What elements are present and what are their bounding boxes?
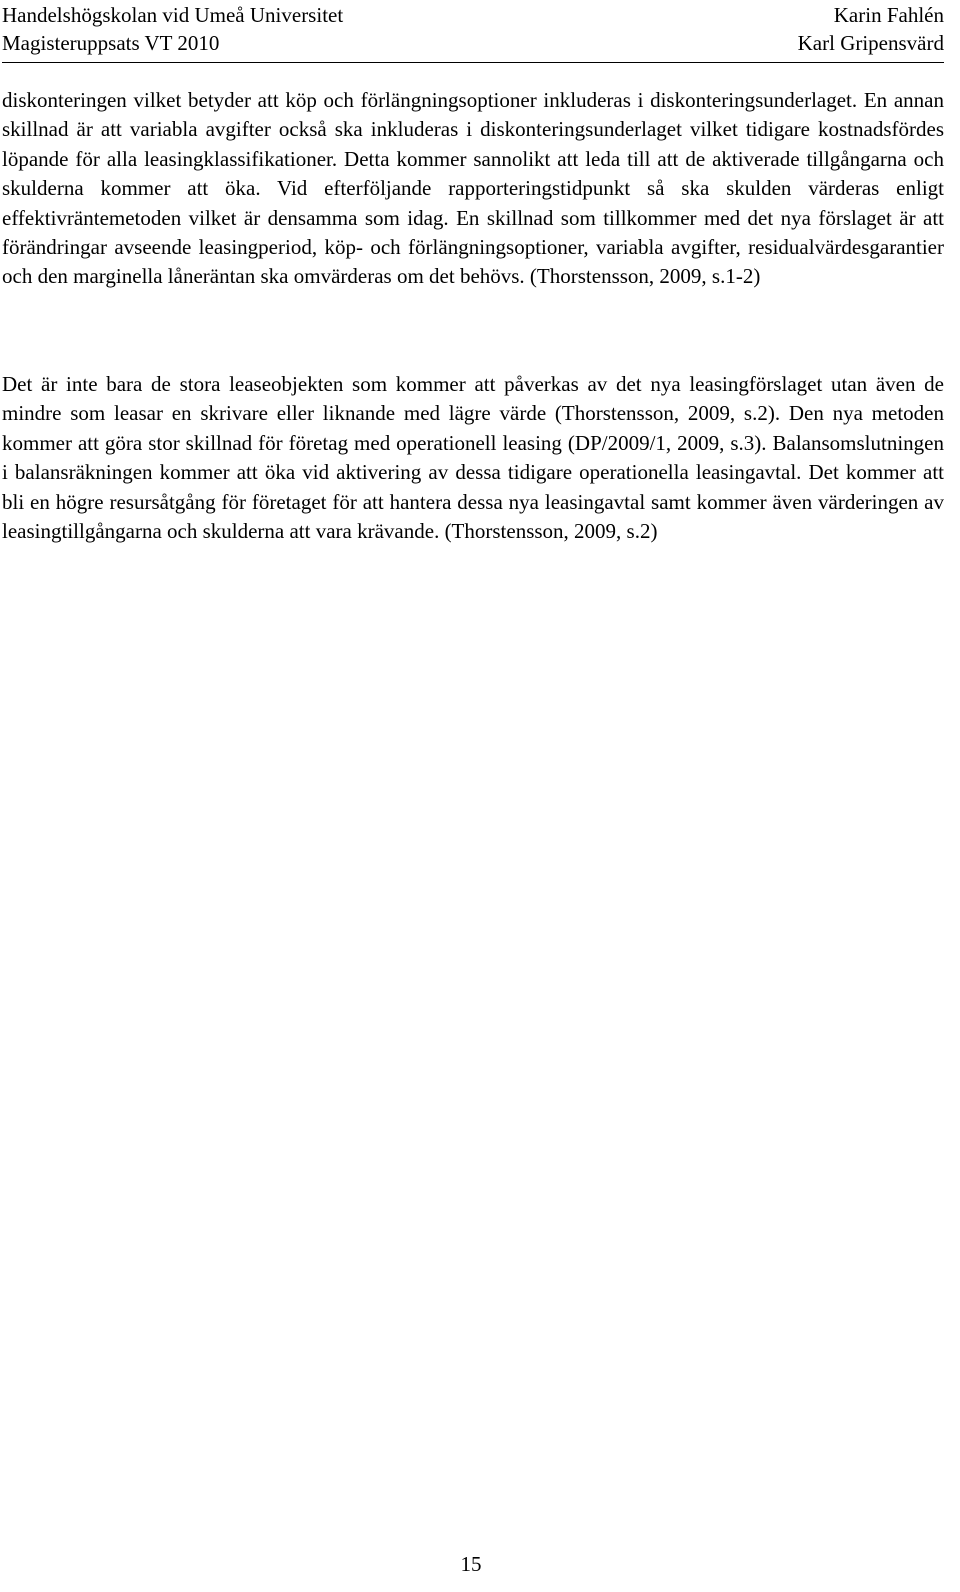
thesis-label: Magisteruppsats VT 2010 [2, 31, 220, 55]
university-name: Handelshögskolan vid Umeå Universitet [2, 3, 344, 27]
page-number: 15 [460, 1552, 482, 1576]
author-name-1: Karin Fahlén [833, 3, 944, 27]
page-header [2, 0, 944, 63]
header-right-block [798, 1, 944, 57]
author-name-2: Karl Gripensvärd [797, 31, 944, 55]
body-paragraph-2: Det är inte bara de stora leaseobjekten som kommer att påverkas av det nya leasingförslaget utan även de mindre som leasar en skrivare eller liknande med lägre värde (Thorstensson, 2009, s.2). Den nya metoden kommer att göra stor skillnad för företag med operationell leasing (DP/2009/1, 2009, s.3). Balansomslutningen i balansräkningen kommer att öka vid aktivering av dessa tidigare operationella leasingavtal. Det kommer att bli en högre resursåtgång för företaget för att hantera dessa nya leasingavtal samt kommer även värderingen av leasingtillgångarna och skulderna att vara krävande. (Thorstensson, 2009, s.2) [2, 372, 944, 544]
header-left-block [2, 1, 343, 57]
body-paragraph-1: diskonteringen vilket betyder att köp och förlängningsoptioner inkluderas i diskonteringsunderlaget. En annan skillnad är att variabla avgifter också ska inkluderas i diskonteringsunderlaget vilket tidigare kostnadsfördes löpande för alla leasingklassifikationer. Detta kommer sannolikt att leda till att de aktiverade tillgångarna och skulderna kommer att öka. Vid efterföljande rapporteringstidpunkt så ska skulden värderas enligt effektivräntemetoden vilket är densamma som idag. En skillnad som tillkommer med det nya förslaget är att förändringar avseende leasingperiod, köp- och förlängningsoptioner, variabla avgifter, residualvärdesgarantier och den marginella låneräntan ska omvärderas om det behövs. (Thorstensson, 2009, s.1-2) [2, 88, 944, 289]
